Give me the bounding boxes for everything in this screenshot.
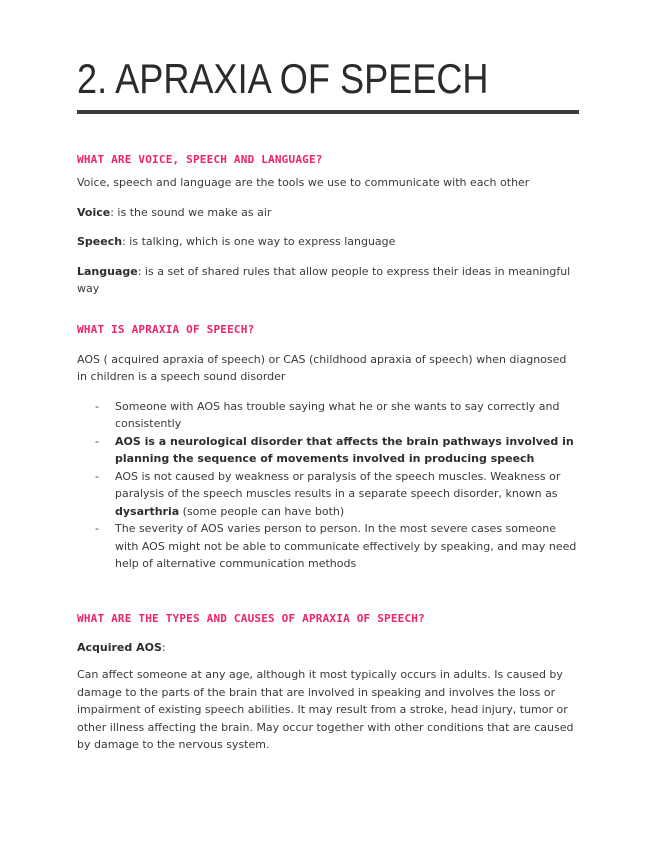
list-item-text-after: (some people can have both)	[179, 504, 345, 518]
list-item	[77, 398, 579, 433]
definition-term: Speech	[77, 235, 123, 248]
list-item-text: The severity of AOS varies person to person. In the most severe cases someone with AOS might not be able to communicate effectively by speaking, and may need help of alternative communication methods	[115, 522, 577, 570]
apraxia-facts-list	[77, 398, 579, 573]
definition-text: : is talking, which is one way to express language	[122, 235, 396, 248]
dash-bullet: -	[95, 399, 99, 413]
dysarthria-term: dysarthria	[115, 504, 180, 518]
title-underline	[77, 110, 579, 114]
section-heading-what-is-apraxia: WHAT IS APRAXIA OF SPEECH?	[77, 322, 255, 336]
dash-bullet: -	[95, 522, 99, 535]
section1-intro: Voice, speech and language are the tools we use to communicate with each other	[77, 176, 530, 189]
list-item	[77, 468, 579, 521]
definition-text: : is the sound we make as air	[110, 205, 272, 219]
dash-bullet: -	[95, 434, 99, 448]
list-item	[77, 520, 579, 573]
acquired-aos-paragraph: Can affect someone at any age, although it most typically occurs in adults. Is caused by damage to the parts of the brain that are involved in speaking and involves the loss or impairment of existing speech abilities. It may result from a stroke, head injury, tumor or other illness affecting the brain. May occur together with other conditions that are caused by damage to the nervous system.	[77, 668, 574, 751]
section-heading-voice-speech-language: WHAT ARE VOICE, SPEECH AND LANGUAGE?	[77, 153, 323, 166]
list-item-text: Someone with AOS has trouble saying what he or she wants to say correctly and consistently	[115, 399, 560, 430]
dash-bullet: -	[95, 469, 99, 483]
subheading-label: Acquired AOS	[77, 640, 162, 654]
list-item	[77, 433, 579, 468]
definition-text: : is a set of shared rules that allow people to express their ideas in meaningful way	[77, 264, 571, 295]
list-item-bold-text: AOS is a neurological disorder that affects the brain pathways involved in planning the sequence of movements involved in producing speech	[115, 434, 574, 465]
definition-speech	[77, 233, 579, 251]
section2-intro: AOS ( acquired apraxia of speech) or CAS (childhood apraxia of speech) when diagnosed in children is a speech sound disorder	[77, 352, 567, 383]
definition-term: Language	[77, 264, 138, 278]
definition-language	[77, 263, 579, 298]
section-heading-types-and-causes: WHAT ARE THE TYPES AND CAUSES OF APRAXIA OF SPEECH?	[77, 611, 425, 625]
document-body	[77, 152, 579, 754]
definition-term: Voice	[77, 205, 111, 219]
subheading-colon: :	[161, 640, 166, 654]
acquired-aos-subheading	[77, 639, 579, 657]
definition-voice	[77, 204, 579, 222]
page-title: 2. APRAXIA OF SPEECH	[77, 55, 489, 102]
list-item-text: AOS is not caused by weakness or paralysis of the speech muscles. Weakness or paralysis of the speech muscles results in a separate speech disorder, known as	[115, 469, 561, 500]
